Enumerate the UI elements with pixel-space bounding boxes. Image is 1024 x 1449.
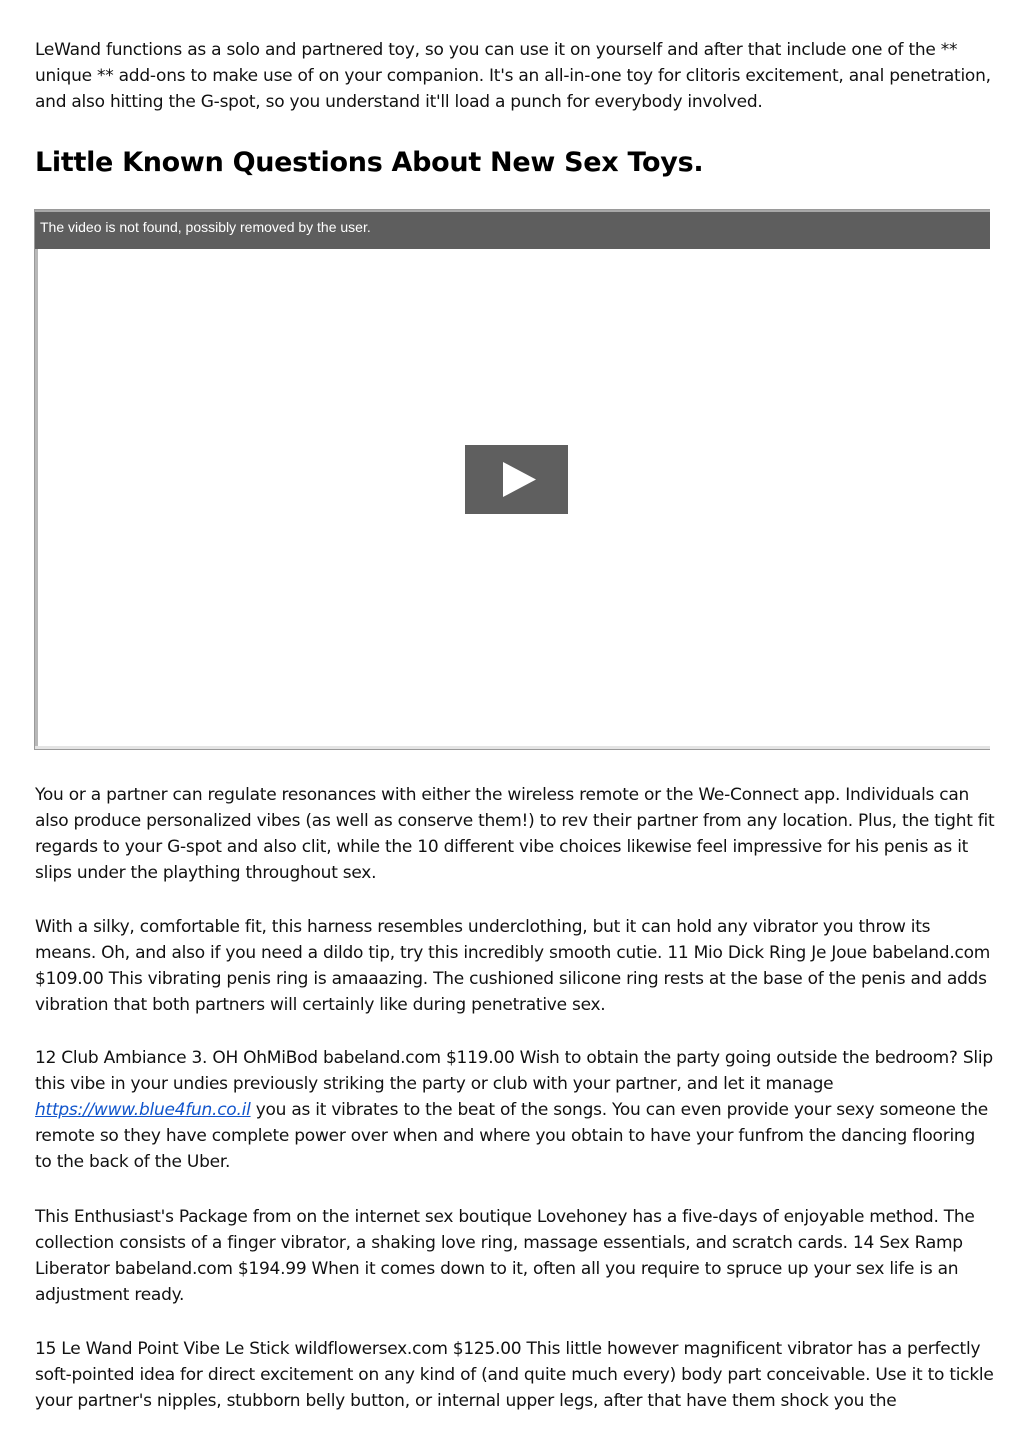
video-left-border: [35, 210, 38, 749]
video-bottom-border: [35, 746, 990, 749]
paragraph-remote: You or a partner can regulate resonances with either the wireless remote or the We-Connect app. Individuals can also produce personalized vibes (as well as conserve them!) to rev their partner from any location. Plus, the tight fit regards to your G-spot and also clit, while the 10 different vibe choices likewise feel impressive for his penis as it slips under the plaything throughout sex.: [35, 785, 995, 883]
paragraph-enthusiast-package: This Enthusiast's Package from on the internet sex boutique Lovehoney has a five-days of enjoyable method. The collection consists of a finger vibrator, a shaking love ring, massage essentials, and scratch cards. 14 Sex Ramp Liberator babeland.com $194.99 When it comes down to it, often all you require to spruce up your sex life is an adjustment ready.: [35, 1207, 975, 1305]
paragraph-lewand: LeWand functions as a solo and partnered toy, so you can use it on yourself and after that include one of the ** unique ** add-ons to make use of on your companion. It's an all-in-one toy for clitoris excitement, anal penetration, and also hitting the G-spot, so you understand it'll load a punch for everybody involved.: [35, 40, 991, 112]
blue4fun-link[interactable]: https://www.blue4fun.co.il: [35, 1100, 251, 1120]
paragraph-le-wand-point: 15 Le Wand Point Vibe Le Stick wildflowersex.com $125.00 This little however magnificent vibrator has a perfectly soft-pointed idea for direct excitement on any kind of (and quite much every) body part conceivable. Use it to tickle your partner's nipples, stubborn belly button, or internal upper legs, after that have them shock you the: [35, 1339, 994, 1411]
paragraph-harness: With a silky, comfortable fit, this harness resembles underclothing, but it can hold any vibrator you throw its means. Oh, and also if you need a dildo tip, try this incredibly smooth cutie. 11 Mio Dick Ring Je Joue babeland.com $109.00 This vibrating penis ring is amaaazing. The cushioned silicone ring rests at the base of the penis and adds vibration that both partners will certainly like during penetrative sex.: [35, 917, 991, 1015]
section-heading: Little Known Questions About New Sex Toys.: [35, 147, 704, 178]
video-not-found-message: The video is not found, possibly removed by the user.: [40, 219, 371, 235]
paragraph-club-text-before: 12 Club Ambiance 3. OH OhMiBod babeland.com $119.00 Wish to obtain the party going outside the bedroom? Slip this vibe in your undies previously striking the party or club with your partner, and let it manage: [35, 1048, 993, 1094]
paragraph-club-text-after: you as it vibrates to the beat of the songs. You can even provide your sexy someone the remote so they have complete power over when and where you obtain to have your funfrom the dancing flooring to the back of the Uber.: [35, 1100, 988, 1172]
play-button[interactable]: [465, 445, 568, 514]
play-icon: [465, 445, 568, 514]
video-title-bar: [35, 210, 990, 249]
video-embed[interactable]: [34, 209, 990, 750]
paragraph-club-ambiance: [35, 1045, 995, 1175]
